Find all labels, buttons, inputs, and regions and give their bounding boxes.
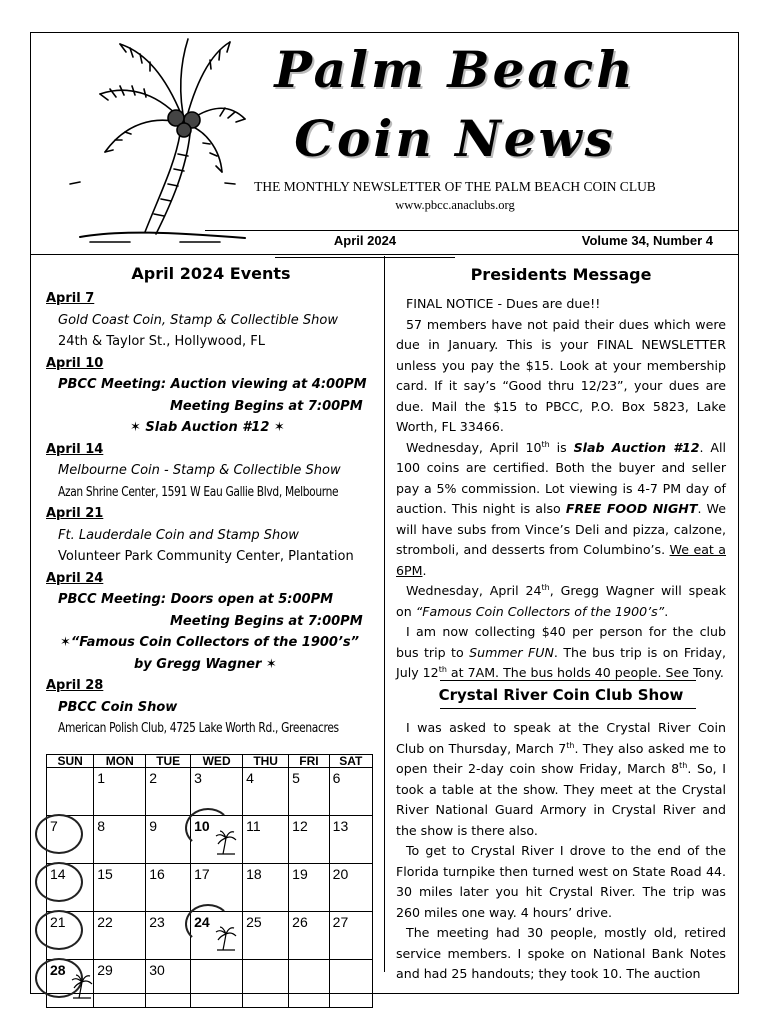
calendar-day-number: 16 — [149, 866, 165, 882]
april-calendar — [46, 754, 373, 1008]
crystal-river-paragraph: To get to Crystal River I drove to the end of the Florida turnpike then turned west on State Road 44. 30 miles later you hit Crystal River. The trip was 260 miles one way. 4 hours’ drive. — [396, 843, 726, 920]
calendar-day-number: 18 — [246, 866, 262, 882]
event-line: PBCC Coin Show — [58, 699, 178, 715]
calendar-day-number: 29 — [97, 962, 113, 978]
event-line: American Polish Club, 4725 Lake Worth Rd., Greenacres — [58, 721, 339, 736]
calendar-cell — [146, 960, 191, 1008]
calendar-week — [47, 912, 373, 960]
event-line: Volunteer Park Community Center, Plantation — [58, 549, 354, 564]
calendar-cell — [243, 768, 289, 816]
event-circle-marker — [35, 814, 83, 854]
calendar-day-number: 20 — [332, 866, 349, 882]
calendar-cell — [47, 768, 94, 816]
calendar-cell — [146, 864, 191, 912]
header-bottom-rule — [30, 254, 739, 255]
event-line: PBCC Meeting: Auction viewing at 4:00PM — [58, 377, 367, 392]
calendar-day-header: SUN — [47, 755, 94, 768]
masthead-title-line2: Coin News — [294, 109, 616, 168]
calendar-cell — [191, 864, 243, 912]
heading-underline — [440, 708, 696, 709]
calendar-cell — [191, 912, 243, 960]
calendar-day-header: FRI — [289, 755, 330, 768]
calendar-cell — [243, 816, 289, 864]
calendar-cell — [191, 768, 243, 816]
calendar-day-header: WED — [191, 755, 243, 768]
bus-trip-paragraph: I am now collecting $40 per person for the club bus trip to Summer FUN. The bus trip is on Friday, July 12th at 7AM. The bus holds 40 people. See Tony. — [396, 624, 726, 680]
crystal-river-heading: Crystal River Coin Club Show — [438, 686, 684, 704]
masthead-title-line1: Palm Beach — [274, 40, 636, 99]
calendar-cell — [289, 768, 330, 816]
calendar-cell — [146, 768, 191, 816]
calendar-day-number: 12 — [292, 818, 308, 834]
dues-paragraph: 57 members have not paid their dues which were due in January. This is your FINAL NEWSLETTER unless you pay the $15. Look at your membership card. If it say’s “Good thru 12/23”, your dues are due. Mail the $15 to PBCC, P.O. Box 5823, Lake Worth, FL 33466. — [396, 316, 726, 434]
calendar-day-number: 15 — [97, 866, 113, 882]
calendar-day-number: 7 — [50, 818, 58, 834]
events-heading: April 2024 Events — [131, 264, 291, 283]
event-date: April 14 — [46, 441, 104, 457]
event-circle-marker — [35, 910, 83, 950]
calendar-day-header: TUE — [146, 755, 191, 768]
website-url[interactable]: www.pbcc.anaclubs.org — [395, 198, 515, 212]
event-line: Azan Shrine Center, 1591 W Eau Gallie Blvd, Melbourne — [58, 484, 339, 500]
calendar-week — [47, 960, 373, 1008]
calendar-cell — [329, 768, 372, 816]
event-line: Gold Coast Coin, Stamp & Collectible Show — [58, 312, 338, 328]
calendar-cell — [47, 864, 94, 912]
calendar-cell — [146, 912, 191, 960]
event-circle-marker — [35, 862, 83, 902]
event-line: Meeting Begins at 7:00PM — [170, 398, 363, 414]
calendar-day-header: MON — [94, 755, 146, 768]
calendar-cell — [329, 816, 372, 864]
calendar-day-number: 9 — [149, 818, 158, 834]
palm-tree-icon — [215, 926, 237, 952]
calendar-day-number: 4 — [246, 770, 254, 786]
calendar-day-number: 22 — [97, 914, 113, 930]
events-list — [46, 288, 376, 740]
calendar-cell — [289, 912, 330, 960]
calendar-day-number: 2 — [149, 770, 158, 786]
palm-tree-icon — [215, 830, 237, 856]
calendar-day-number: 6 — [332, 770, 341, 786]
calendar-cell — [329, 864, 372, 912]
calendar-cell — [329, 960, 372, 1008]
calendar-day-number: 26 — [292, 914, 308, 930]
event-date: April 24 — [46, 570, 104, 586]
calendar-cell — [94, 960, 146, 1008]
calendar-cell — [94, 864, 146, 912]
notice-paragraph: FINAL NOTICE - Dues are due!! — [406, 296, 601, 311]
calendar-cell — [146, 816, 191, 864]
calendar-cell — [47, 960, 94, 1008]
event-line: ✶ Slab Auction #12 ✶ — [130, 420, 285, 435]
event-date: April 21 — [46, 506, 104, 521]
event-line: Ft. Lauderdale Coin and Stamp Show — [58, 527, 299, 543]
calendar-day-number: 14 — [50, 866, 66, 882]
calendar-cell — [94, 912, 146, 960]
calendar-day-number: 8 — [97, 818, 106, 834]
calendar-day-number: 19 — [292, 866, 308, 882]
calendar-cell — [47, 816, 94, 864]
calendar-day-number: 11 — [246, 818, 261, 834]
event-line: PBCC Meeting: Doors open at 5:00PM — [58, 592, 334, 607]
calendar-day-header: THU — [243, 755, 289, 768]
event-line: ✶“Famous Coin Collectors of the 1900’s” — [60, 635, 360, 650]
calendar-cell — [243, 960, 289, 1008]
masthead-rule — [205, 230, 739, 231]
calendar-day-number: 30 — [149, 962, 165, 978]
issue-volume: Volume 34, Number 4 — [581, 233, 713, 248]
calendar-week — [47, 816, 373, 864]
masthead-subtitle: THE MONTHLY NEWSLETTER OF THE PALM BEACH COIN CLUB — [254, 179, 656, 194]
event-date: April 10 — [46, 355, 104, 371]
calendar-day-number: 27 — [332, 914, 349, 930]
speaker-paragraph: Wednesday, April 24th, Gregg Wagner will speak on “Famous Coin Collectors of the 1900’s”. — [396, 582, 726, 619]
calendar-day-number: 1 — [97, 770, 106, 786]
section-divider — [440, 680, 696, 681]
calendar-day-number: 24 — [194, 914, 210, 930]
calendar-cell — [243, 912, 289, 960]
crystal-river-paragraph: I was asked to speak at the Crystal River Coin Club on Thursday, March 7th. They also asked me to open their 2-day coin show Friday, March 8th. So, I took a table at the show. They meet at the Crystal River National Guard Armory in Crystal River and the show is there also. — [396, 720, 727, 838]
event-line: Melbourne Coin - Stamp & Collectible Show — [58, 463, 341, 478]
presidents-message-heading: Presidents Message — [470, 265, 652, 284]
calendar-cell — [329, 912, 372, 960]
crystal-river-body — [396, 718, 726, 985]
calendar-cell — [94, 768, 146, 816]
calendar-day-number: 13 — [332, 818, 349, 834]
calendar-cell — [289, 864, 330, 912]
calendar-cell — [94, 816, 146, 864]
column-divider — [384, 256, 385, 972]
calendar-day-number: 25 — [246, 914, 262, 930]
palm-tree-icon — [71, 974, 93, 1000]
event-line: Meeting Begins at 7:00PM — [170, 613, 363, 629]
calendar-day-number: 28 — [50, 962, 66, 978]
issue-date: April 2024 — [275, 233, 455, 258]
calendar-cell — [289, 960, 330, 1008]
calendar-day-number: 3 — [194, 770, 202, 786]
event-date: April 28 — [46, 678, 104, 693]
calendar-cell — [243, 864, 289, 912]
auction-paragraph: Wednesday, April 10th is Slab Auction #12. All 100 coins are certified. Both the buyer and seller pay a 5% commission. Lot viewing is 4-7 PM day of auction. This night is also FREE FOOD NIGHT. We will have subs from Vince’s Deli and pizza, calzone, stromboli, and desserts from Columbino’s. We eat a 6PM. — [396, 439, 727, 578]
calendar-cell — [191, 816, 243, 864]
calendar-day-number: 21 — [50, 914, 66, 930]
presidents-message-body — [396, 294, 726, 684]
calendar-cell — [191, 960, 243, 1008]
event-line: by Gregg Wagner ✶ — [134, 656, 277, 672]
calendar-day-number: 23 — [149, 914, 165, 930]
calendar-day-header: SAT — [329, 755, 372, 768]
calendar-day-number: 17 — [194, 866, 210, 882]
calendar-day-number: 10 — [194, 818, 210, 834]
event-date: April 7 — [46, 291, 95, 306]
calendar-cell — [289, 816, 330, 864]
event-line: 24th & Taylor St., Hollywood, FL — [58, 334, 265, 349]
calendar-cell — [47, 912, 94, 960]
calendar-day-number: 5 — [292, 770, 300, 786]
crystal-river-paragraph: The meeting had 30 people, mostly old, retired service members. I spoke on National Bank Notes and had 25 handouts; they took 10. The auction — [396, 925, 726, 981]
